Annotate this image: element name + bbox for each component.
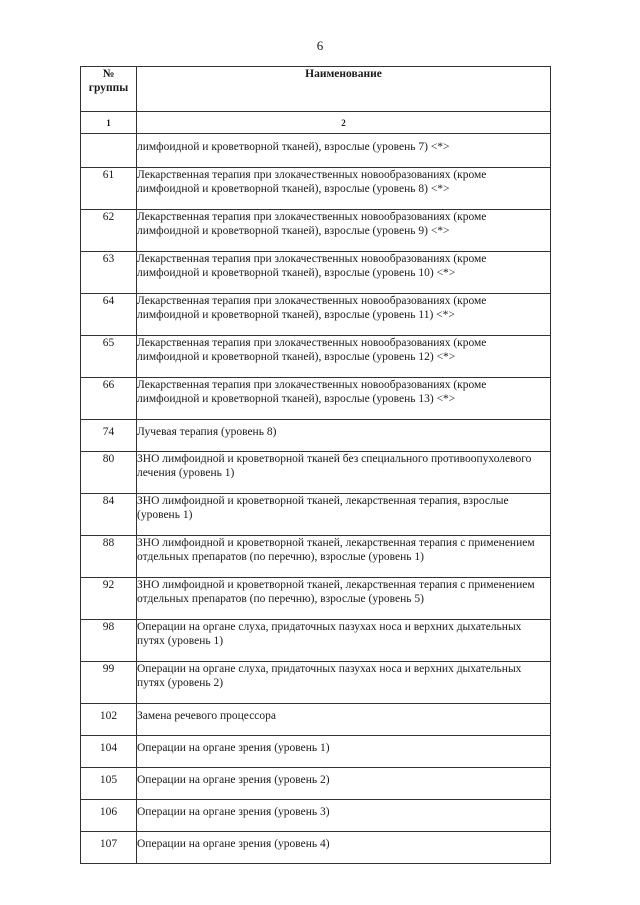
table-row bbox=[81, 294, 551, 336]
group-name: Лекарственная терапия при злокачественных новообразованиях (кроме лимфоидной и кроветворной тканей), взрослые (уровень 13) <*> bbox=[137, 378, 551, 420]
group-number: 61 bbox=[81, 168, 137, 210]
group-number: 102 bbox=[81, 704, 137, 736]
group-number: 92 bbox=[81, 578, 137, 620]
table-row bbox=[81, 134, 551, 168]
table-row bbox=[81, 662, 551, 704]
group-name: ЗНО лимфоидной и кроветворной тканей, лекарственная терапия, взрослые (уровень 1) bbox=[137, 494, 551, 536]
table-row bbox=[81, 494, 551, 536]
table-row bbox=[81, 800, 551, 832]
group-number: 80 bbox=[81, 452, 137, 494]
group-number bbox=[81, 134, 137, 168]
column-index-2: 2 bbox=[137, 112, 551, 134]
header-group-number-text: № группы bbox=[88, 68, 129, 94]
column-index-1: 1 bbox=[81, 112, 137, 134]
group-name: ЗНО лимфоидной и кроветворной тканей без специального противоопухолевого лечения (уровень 1) bbox=[137, 452, 551, 494]
group-name: Операции на органе зрения (уровень 2) bbox=[137, 768, 551, 800]
group-number: 107 bbox=[81, 832, 137, 864]
group-name: Лекарственная терапия при злокачественных новообразованиях (кроме лимфоидной и кроветворной тканей), взрослые (уровень 9) <*> bbox=[137, 210, 551, 252]
group-number: 64 bbox=[81, 294, 137, 336]
group-name: Лучевая терапия (уровень 8) bbox=[137, 420, 551, 452]
table-row bbox=[81, 620, 551, 662]
group-name: Лекарственная терапия при злокачественных новообразованиях (кроме лимфоидной и кроветворной тканей), взрослые (уровень 10) <*> bbox=[137, 252, 551, 294]
group-name: ЗНО лимфоидной и кроветворной тканей, лекарственная терапия с применением отдельных препаратов (по перечню), взрослые (уровень 5) bbox=[137, 578, 551, 620]
group-number: 65 bbox=[81, 336, 137, 378]
group-number: 104 bbox=[81, 736, 137, 768]
table-row bbox=[81, 704, 551, 736]
group-name: Лекарственная терапия при злокачественных новообразованиях (кроме лимфоидной и кроветворной тканей), взрослые (уровень 8) <*> bbox=[137, 168, 551, 210]
group-number: 62 bbox=[81, 210, 137, 252]
group-name: Операции на органе слуха, придаточных пазухах носа и верхних дыхательных путях (уровень 2) bbox=[137, 662, 551, 704]
group-number: 88 bbox=[81, 536, 137, 578]
table-row bbox=[81, 420, 551, 452]
table-header-row bbox=[81, 67, 551, 112]
group-name: Операции на органе зрения (уровень 3) bbox=[137, 800, 551, 832]
groups-table bbox=[80, 66, 551, 864]
group-name: Замена речевого процессора bbox=[137, 704, 551, 736]
group-number: 63 bbox=[81, 252, 137, 294]
table-row bbox=[81, 378, 551, 420]
group-number: 84 bbox=[81, 494, 137, 536]
group-number: 98 bbox=[81, 620, 137, 662]
group-name: Операции на органе зрения (уровень 4) bbox=[137, 832, 551, 864]
group-name: лимфоидной и кроветворной тканей), взрослые (уровень 7) <*> bbox=[137, 134, 551, 168]
header-name: Наименование bbox=[137, 67, 551, 112]
table-row bbox=[81, 336, 551, 378]
table-row bbox=[81, 768, 551, 800]
page-number: 6 bbox=[316, 38, 324, 53]
table-row bbox=[81, 578, 551, 620]
table-row bbox=[81, 168, 551, 210]
group-number: 106 bbox=[81, 800, 137, 832]
table-row bbox=[81, 210, 551, 252]
group-number: 99 bbox=[81, 662, 137, 704]
group-name: Лекарственная терапия при злокачественных новообразованиях (кроме лимфоидной и кроветворной тканей), взрослые (уровень 12) <*> bbox=[137, 336, 551, 378]
group-name: Лекарственная терапия при злокачественных новообразованиях (кроме лимфоидной и кроветворной тканей), взрослые (уровень 11) <*> bbox=[137, 294, 551, 336]
table-body bbox=[81, 134, 551, 864]
table-row bbox=[81, 832, 551, 864]
table-row bbox=[81, 736, 551, 768]
column-index-row bbox=[81, 112, 551, 134]
header-group-number bbox=[81, 67, 137, 112]
table-row bbox=[81, 536, 551, 578]
table-row bbox=[81, 452, 551, 494]
table-row bbox=[81, 252, 551, 294]
group-number: 74 bbox=[81, 420, 137, 452]
group-number: 66 bbox=[81, 378, 137, 420]
group-name: Операции на органе слуха, придаточных пазухах носа и верхних дыхательных путях (уровень 1) bbox=[137, 620, 551, 662]
group-name: ЗНО лимфоидной и кроветворной тканей, лекарственная терапия с применением отдельных препаратов (по перечню), взрослые (уровень 1) bbox=[137, 536, 551, 578]
group-name: Операции на органе зрения (уровень 1) bbox=[137, 736, 551, 768]
group-number: 105 bbox=[81, 768, 137, 800]
